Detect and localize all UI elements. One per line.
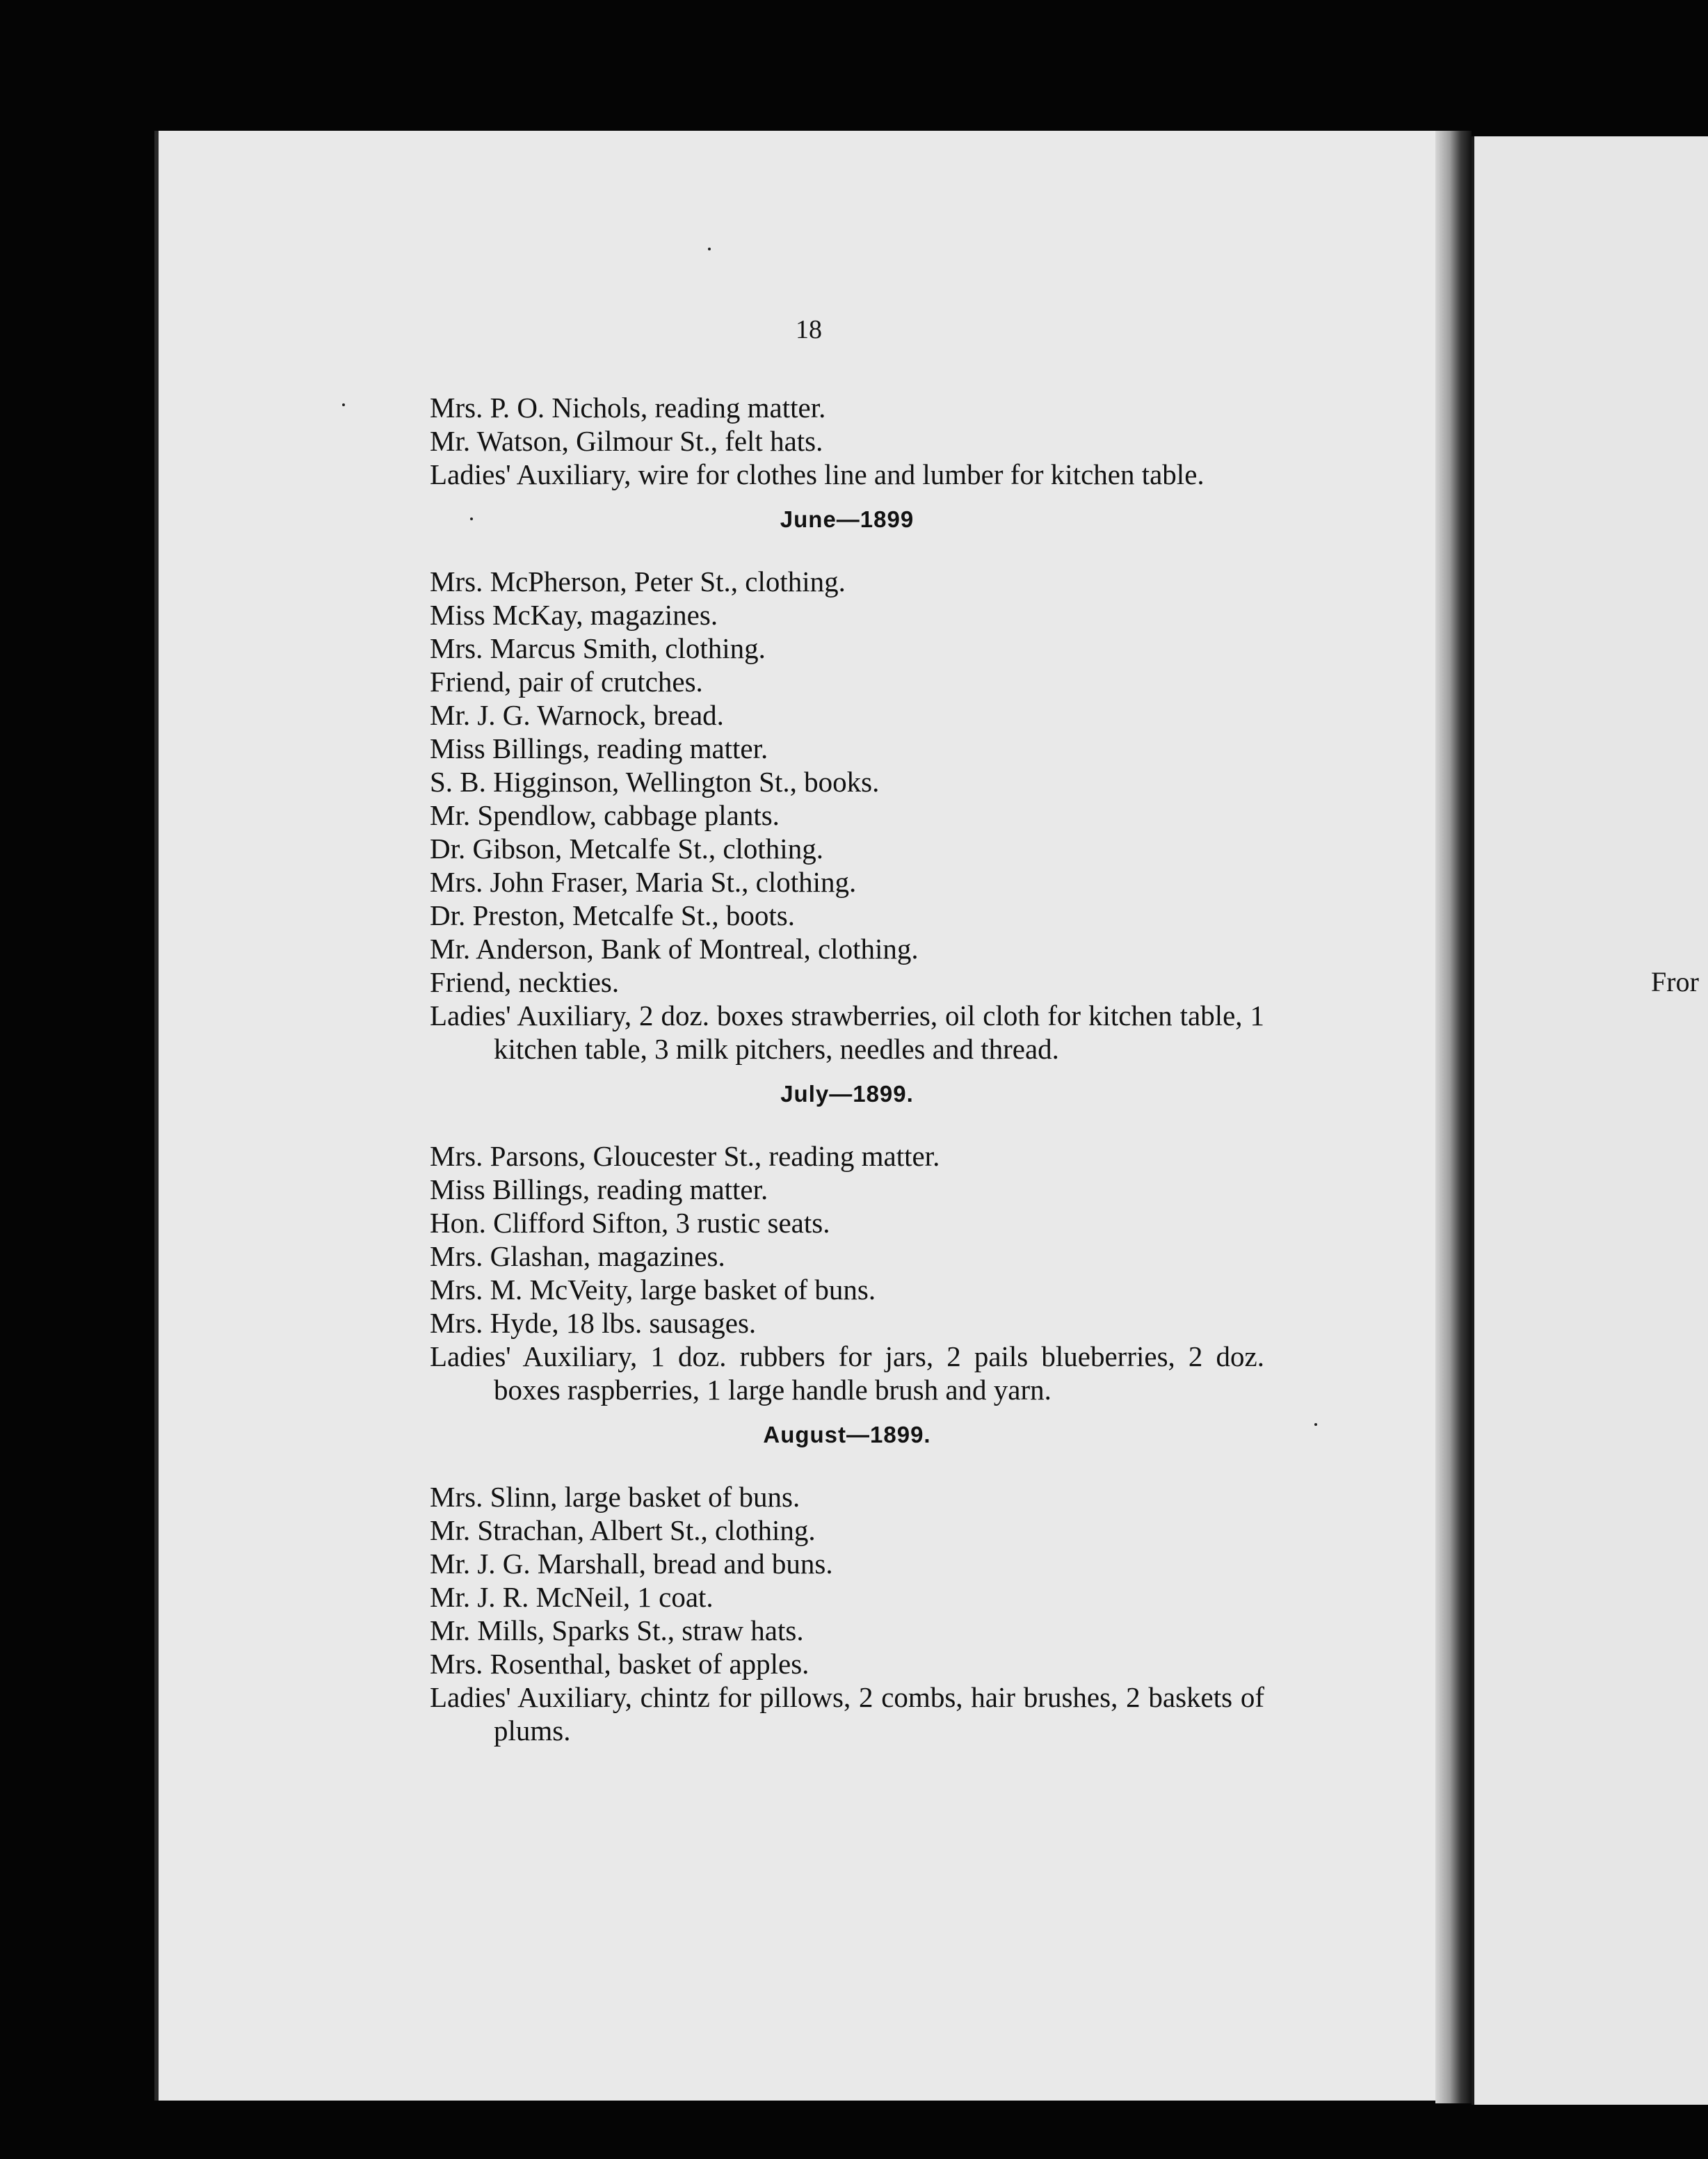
list-item: Hon. Clifford Sifton, 3 rustic seats. bbox=[430, 1207, 830, 1239]
ink-speck bbox=[1314, 1423, 1317, 1426]
section-august bbox=[430, 1422, 1264, 1747]
list-item: Mr. J. G. Marshall, bread and buns. bbox=[430, 1548, 833, 1580]
donations-list bbox=[430, 391, 1264, 1747]
list-item: Mr. Watson, Gilmour St., felt hats. bbox=[430, 425, 823, 457]
list-item: Miss Billings, reading matter. bbox=[430, 1173, 768, 1205]
page-number: 18 bbox=[796, 315, 822, 344]
list-item: Mr. J. G. Warnock, bread. bbox=[430, 699, 724, 731]
ink-speck bbox=[342, 403, 345, 406]
list-item: Mr. Mills, Sparks St., straw hats. bbox=[430, 1614, 804, 1646]
list-item: Ladies' Auxiliary, 1 doz. rubbers for jars, 2 pails blueberries, 2 doz. boxes raspberries, 1 large handle brush and yarn. bbox=[430, 1340, 1264, 1406]
list-item: Mrs. Marcus Smith, clothing. bbox=[430, 632, 766, 664]
section-heading: July—1899. bbox=[780, 1081, 914, 1107]
section-june bbox=[430, 506, 1264, 1066]
list-item: Friend, pair of crutches. bbox=[430, 666, 703, 698]
list-item: Mrs. Rosenthal, basket of apples. bbox=[430, 1648, 809, 1680]
list-item: Mrs. Slinn, large basket of buns. bbox=[430, 1481, 800, 1513]
list-item: Mr. Anderson, Bank of Montreal, clothing. bbox=[430, 933, 919, 965]
list-item: Mrs. Parsons, Gloucester St., reading matter. bbox=[430, 1140, 940, 1172]
list-item: Mrs. P. O. Nichols, reading matter. bbox=[430, 392, 826, 424]
list-item: Dr. Preston, Metcalfe St., boots. bbox=[430, 899, 795, 931]
list-item: Ladies' Auxiliary, chintz for pillows, 2 combs, hair brushes, 2 baskets of plums. bbox=[430, 1681, 1264, 1747]
section-heading: June—1899 bbox=[780, 506, 915, 532]
list-item: Mr. J. R. McNeil, 1 coat. bbox=[430, 1581, 714, 1613]
list-item: S. B. Higginson, Wellington St., books. bbox=[430, 766, 880, 798]
right-page bbox=[1472, 136, 1708, 2105]
list-item: Ladies' Auxiliary, 2 doz. boxes strawberries, oil cloth for kitchen table, 1 kitchen table, 3 milk pitchers, needles and thread. bbox=[430, 1000, 1264, 1065]
section-heading: August—1899. bbox=[763, 1422, 931, 1447]
book-gutter bbox=[1435, 131, 1472, 2103]
list-item: Mrs. McPherson, Peter St., clothing. bbox=[430, 565, 846, 597]
ink-speck bbox=[708, 248, 711, 250]
list-item: Friend, neckties. bbox=[430, 966, 620, 998]
list-item: Mr. Strachan, Albert St., clothing. bbox=[430, 1514, 816, 1546]
list-item: Mrs. John Fraser, Maria St., clothing. bbox=[430, 866, 857, 898]
list-item: Mrs. Glashan, magazines. bbox=[430, 1240, 725, 1272]
opening-entries bbox=[430, 391, 1264, 491]
list-item: Mrs. M. McVeity, large basket of buns. bbox=[430, 1274, 876, 1306]
section-july bbox=[430, 1081, 1264, 1406]
list-item: Mrs. Hyde, 18 lbs. sausages. bbox=[430, 1307, 757, 1339]
list-item: Dr. Gibson, Metcalfe St., clothing. bbox=[430, 833, 823, 865]
list-item: Ladies' Auxiliary, wire for clothes line and lumber for kitchen table. bbox=[430, 458, 1205, 490]
right-page-fragment: Fror bbox=[1651, 966, 1699, 997]
list-item: Mr. Spendlow, cabbage plants. bbox=[430, 799, 780, 831]
list-item: Miss Billings, reading matter. bbox=[430, 732, 768, 764]
list-item: Miss McKay, magazines. bbox=[430, 599, 718, 631]
